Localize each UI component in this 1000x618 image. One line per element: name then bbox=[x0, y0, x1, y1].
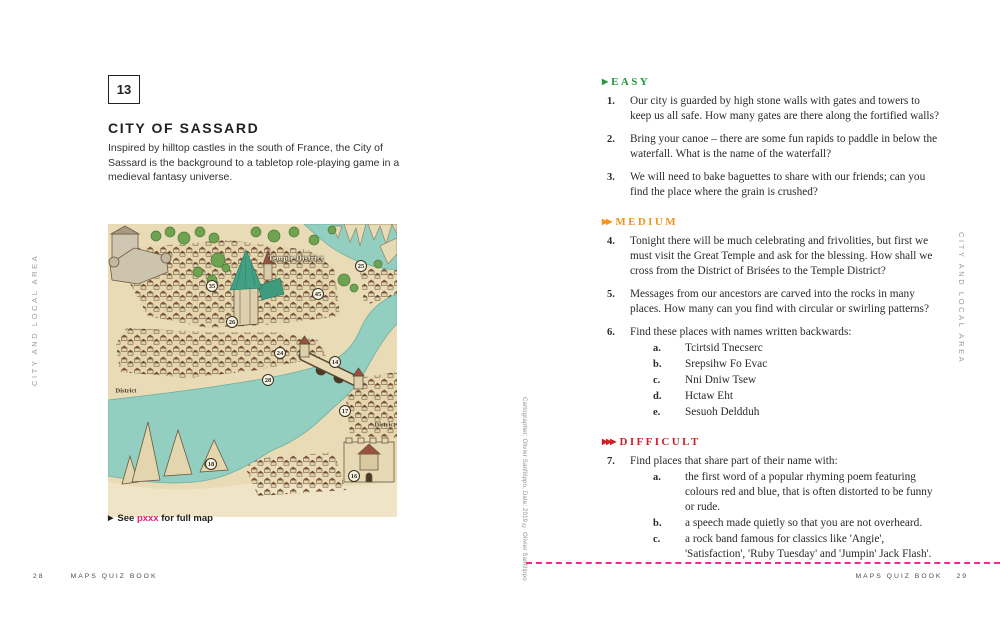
question-text: Messages from our ancestors are carved into the rocks in many places. How many can you find with circular or swirling patterns? bbox=[630, 288, 929, 315]
question-text: Find these places with names written backwards: bbox=[630, 326, 852, 338]
book-title-left: MAPS QUIZ BOOK bbox=[70, 573, 158, 580]
question-text: Tonight there will be much celebrating and frivolities, but first we must visit the Great Temple and ask for the blessing. How shall we cross from the District of Brisées to the Temple District? bbox=[630, 235, 933, 277]
map-marker-28: 28 bbox=[262, 374, 274, 386]
section-label: MEDIUM bbox=[615, 216, 678, 228]
map-label: Temple District bbox=[268, 253, 324, 263]
chapter-side-label-left: CITY AND LOCAL AREA bbox=[30, 253, 39, 386]
page-title: CITY OF SASSARD bbox=[108, 120, 260, 136]
question-number: 5. bbox=[607, 289, 615, 300]
city-map bbox=[108, 224, 397, 517]
sub-item-b bbox=[630, 516, 948, 531]
caption-page-ref: pxxx bbox=[136, 513, 159, 524]
question-text: Bring your canoe – there are some fun rapids to paddle in below the waterfall. What is the name of the waterfall? bbox=[630, 133, 938, 160]
sub-item-b bbox=[630, 357, 948, 372]
question-number: 7. bbox=[607, 456, 615, 467]
quiz-questions bbox=[602, 76, 948, 570]
caption-suffix: for full map bbox=[158, 513, 213, 524]
question-5 bbox=[602, 287, 948, 317]
map-marker-26: 26 bbox=[226, 316, 238, 328]
chapter-number-box: 13 bbox=[108, 75, 140, 104]
sub-item-a bbox=[630, 341, 948, 356]
sub-item-letter: a. bbox=[653, 472, 661, 483]
map-marker-14: 14 bbox=[329, 356, 341, 368]
proof-dashed-line bbox=[526, 562, 1000, 564]
sub-item-text: Sesuoh Deldduh bbox=[685, 406, 760, 418]
sub-item-text: the first word of a popular rhyming poem featuring colours red and blue, that is often distorted to be funny or rude. bbox=[685, 471, 933, 513]
footer-right bbox=[836, 573, 968, 580]
map-label: District bbox=[115, 387, 137, 395]
sub-item-a bbox=[630, 470, 948, 515]
difficulty-arrows-icon: ▶▶▶ bbox=[602, 437, 615, 446]
sub-item-letter: b. bbox=[653, 518, 662, 529]
sub-item-text: a rock band famous for classics like 'Angie', 'Satisfaction', 'Ruby Tuesday' and 'Jumpin' Jack Flash'. bbox=[685, 533, 932, 560]
question-number: 2. bbox=[607, 134, 615, 145]
question-1 bbox=[602, 94, 948, 124]
cartographer-credit: Cartographer: Olivier Sanfilippo, Date: 2019 © Olivier Sanfilippo bbox=[521, 397, 527, 581]
map-marker-24: 24 bbox=[274, 347, 286, 359]
page-description: Inspired by hilltop castles in the south of France, the City of Sassard is the background to a tabletop role-playing game in a medieval fantasy universe. bbox=[108, 142, 400, 183]
question-text: We will need to bake baguettes to share with our friends; can you find the place where the grain is crushed? bbox=[630, 171, 926, 198]
difficulty-arrows-icon: ▶▶ bbox=[602, 217, 611, 226]
sub-item-text: a speech made quietly so that you are not overheard. bbox=[685, 517, 923, 529]
question-number: 4. bbox=[607, 236, 615, 247]
caption-prefix: See bbox=[117, 513, 137, 524]
sub-item-letter: d. bbox=[653, 391, 662, 402]
sub-item-letter: c. bbox=[653, 375, 661, 386]
sub-item-text: Nni Dniw Tsew bbox=[685, 374, 757, 386]
question-text: Our city is guarded by high stone walls with gates and towers to keep us all safe. How many gates are there along the fortified walls? bbox=[630, 95, 939, 122]
section-medium bbox=[602, 216, 948, 420]
sub-item-letter: c. bbox=[653, 534, 661, 545]
map-marker-18: 18 bbox=[205, 458, 217, 470]
question-text: Find places that share part of their name with: bbox=[630, 455, 838, 467]
question-7 bbox=[602, 454, 948, 562]
map-marker-45: 45 bbox=[312, 288, 324, 300]
question-number: 3. bbox=[607, 172, 615, 183]
section-label: DIFFICULT bbox=[619, 436, 701, 448]
map-label: District bbox=[374, 421, 396, 429]
question-number: 1. bbox=[607, 96, 615, 107]
question-2 bbox=[602, 132, 948, 162]
sub-item-text: Srepsihw Fo Evac bbox=[685, 358, 768, 370]
sub-item-e bbox=[630, 405, 948, 420]
map-caption bbox=[108, 513, 213, 524]
difficulty-arrows-icon: ▶ bbox=[602, 77, 607, 86]
question-3 bbox=[602, 170, 948, 200]
question-6 bbox=[602, 325, 948, 420]
sub-item-text: Tcirtsid Tnecserc bbox=[685, 342, 763, 354]
question-number: 6. bbox=[607, 327, 615, 338]
page-number-left: 28 bbox=[33, 573, 45, 580]
sub-item-letter: b. bbox=[653, 359, 662, 370]
footer-left bbox=[33, 573, 157, 580]
caption-arrow-icon: ▶ bbox=[108, 515, 114, 522]
map-overlay bbox=[108, 224, 397, 517]
page-number-right: 29 bbox=[956, 573, 968, 580]
sub-item-letter: e. bbox=[653, 407, 661, 418]
chapter-side-label-right: CITY AND LOCAL AREA bbox=[957, 232, 966, 365]
sub-item-letter: a. bbox=[653, 343, 661, 354]
section-header bbox=[602, 436, 948, 448]
sub-item-c bbox=[630, 532, 948, 562]
section-difficult bbox=[602, 436, 948, 562]
map-marker-35: 35 bbox=[206, 280, 218, 292]
section-header bbox=[602, 76, 948, 88]
section-label: EASY bbox=[611, 76, 651, 88]
section-easy bbox=[602, 76, 948, 200]
map-marker-25: 25 bbox=[355, 260, 367, 272]
book-title-right: MAPS QUIZ BOOK bbox=[855, 573, 943, 580]
sub-item-d bbox=[630, 389, 948, 404]
sub-item-c bbox=[630, 373, 948, 388]
map-marker-16: 16 bbox=[348, 470, 360, 482]
section-header bbox=[602, 216, 948, 228]
map-marker-17: 17 bbox=[339, 405, 351, 417]
sub-item-text: Hctaw Eht bbox=[685, 390, 733, 402]
question-4 bbox=[602, 234, 948, 279]
